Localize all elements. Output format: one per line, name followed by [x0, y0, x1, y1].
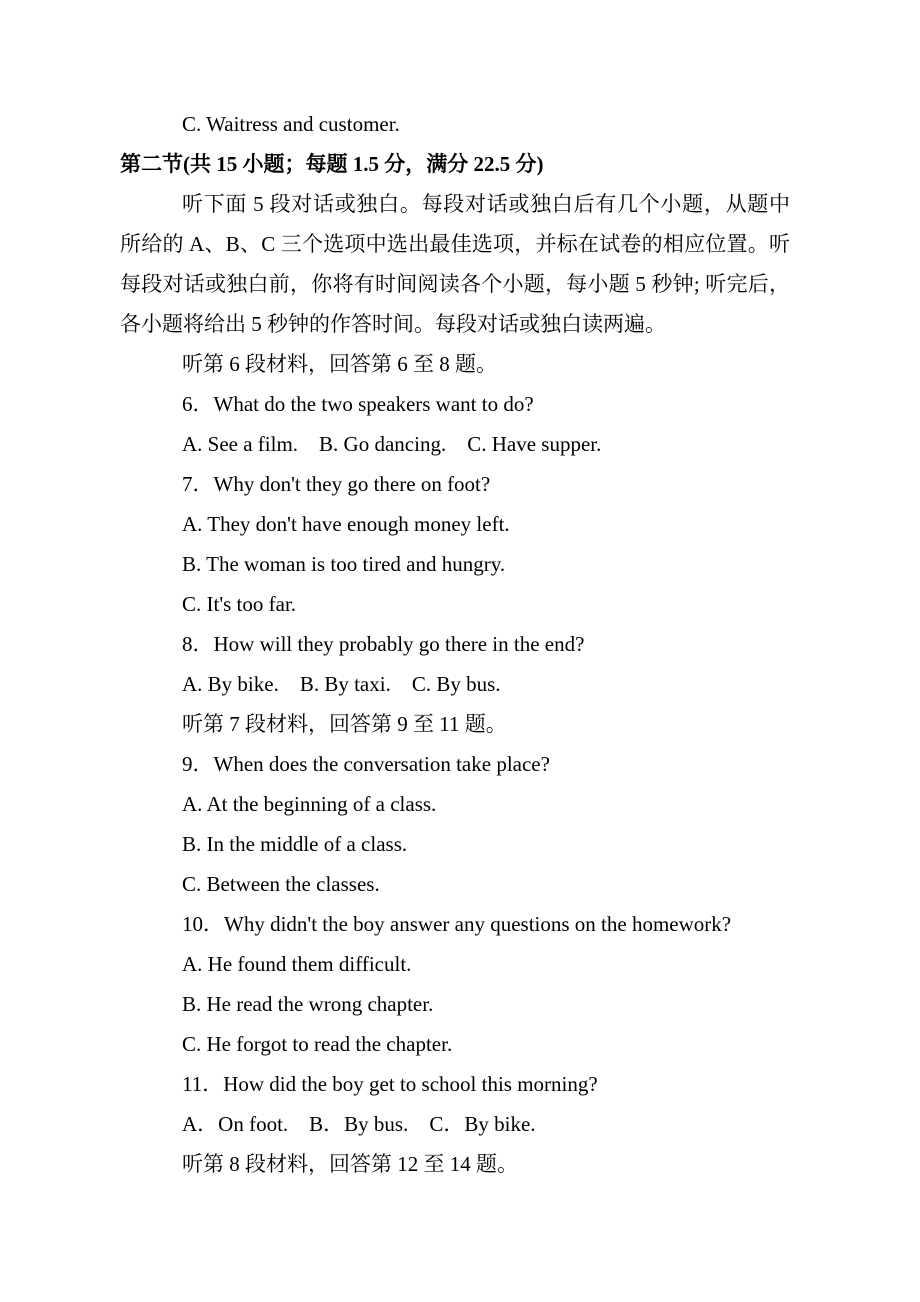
question-9-option-b: B. In the middle of a class.: [182, 832, 408, 856]
question-7-stem: 7．Why don't they go there on foot?: [182, 472, 491, 496]
question-9-option-c: C. Between the classes.: [182, 872, 380, 896]
question-7-option-a: A. They don't have enough money left.: [182, 512, 510, 536]
material-7-prompt: 听第 7 段材料，回答第 9 至 11 题。: [182, 712, 507, 736]
question-10-option-a: A. He found them difficult.: [182, 952, 412, 976]
question-8-stem: 8．How will they probably go there in the end?: [182, 632, 585, 656]
question-7-option-b: B. The woman is too tired and hungry.: [182, 552, 506, 576]
question-6-options: A. See a film. B. Go dancing. C. Have supper.: [182, 432, 602, 456]
question-11-options: A．On foot. B．By bus. C．By bike.: [182, 1112, 536, 1136]
question-8-options: A. By bike. B. By taxi. C. By bus.: [182, 672, 501, 696]
question-7-option-c: C. It's too far.: [182, 592, 297, 616]
material-8-prompt: 听第 8 段材料，回答第 12 至 14 题。: [182, 1152, 518, 1176]
material-6-prompt: 听第 6 段材料，回答第 6 至 8 题。: [182, 352, 497, 376]
question-10-option-b: B. He read the wrong chapter.: [182, 992, 434, 1016]
question-6-stem: 6．What do the two speakers want to do?: [182, 392, 534, 416]
question-10-stem: 10．Why didn't the boy answer any questions on the homework?: [182, 912, 732, 936]
section-2-heading: 第二节(共 15 小题；每题 1.5 分，满分 22.5 分): [120, 152, 544, 176]
question-9-stem: 9．When does the conversation take place?: [182, 752, 550, 776]
question-11-stem: 11．How did the boy get to school this morning?: [182, 1072, 598, 1096]
section-2-instructions: 听下面 5 段对话或独白。每段对话或独白后有几个小题，从题中所给的 A、B、C 三个选项中选出最佳选项，并标在试卷的相应位置。听每段对话或独白前，你将有时间阅读各个小题，每小题 5 秒钟; 听完后，各小题将给出 5 秒钟的作答时间。每段对话或独白读两遍。: [120, 192, 790, 336]
question-9-option-a: A. At the beginning of a class.: [182, 792, 437, 816]
question-5-option-c: C. Waitress and customer.: [182, 112, 400, 136]
question-10-option-c: C. He forgot to read the chapter.: [182, 1032, 453, 1056]
